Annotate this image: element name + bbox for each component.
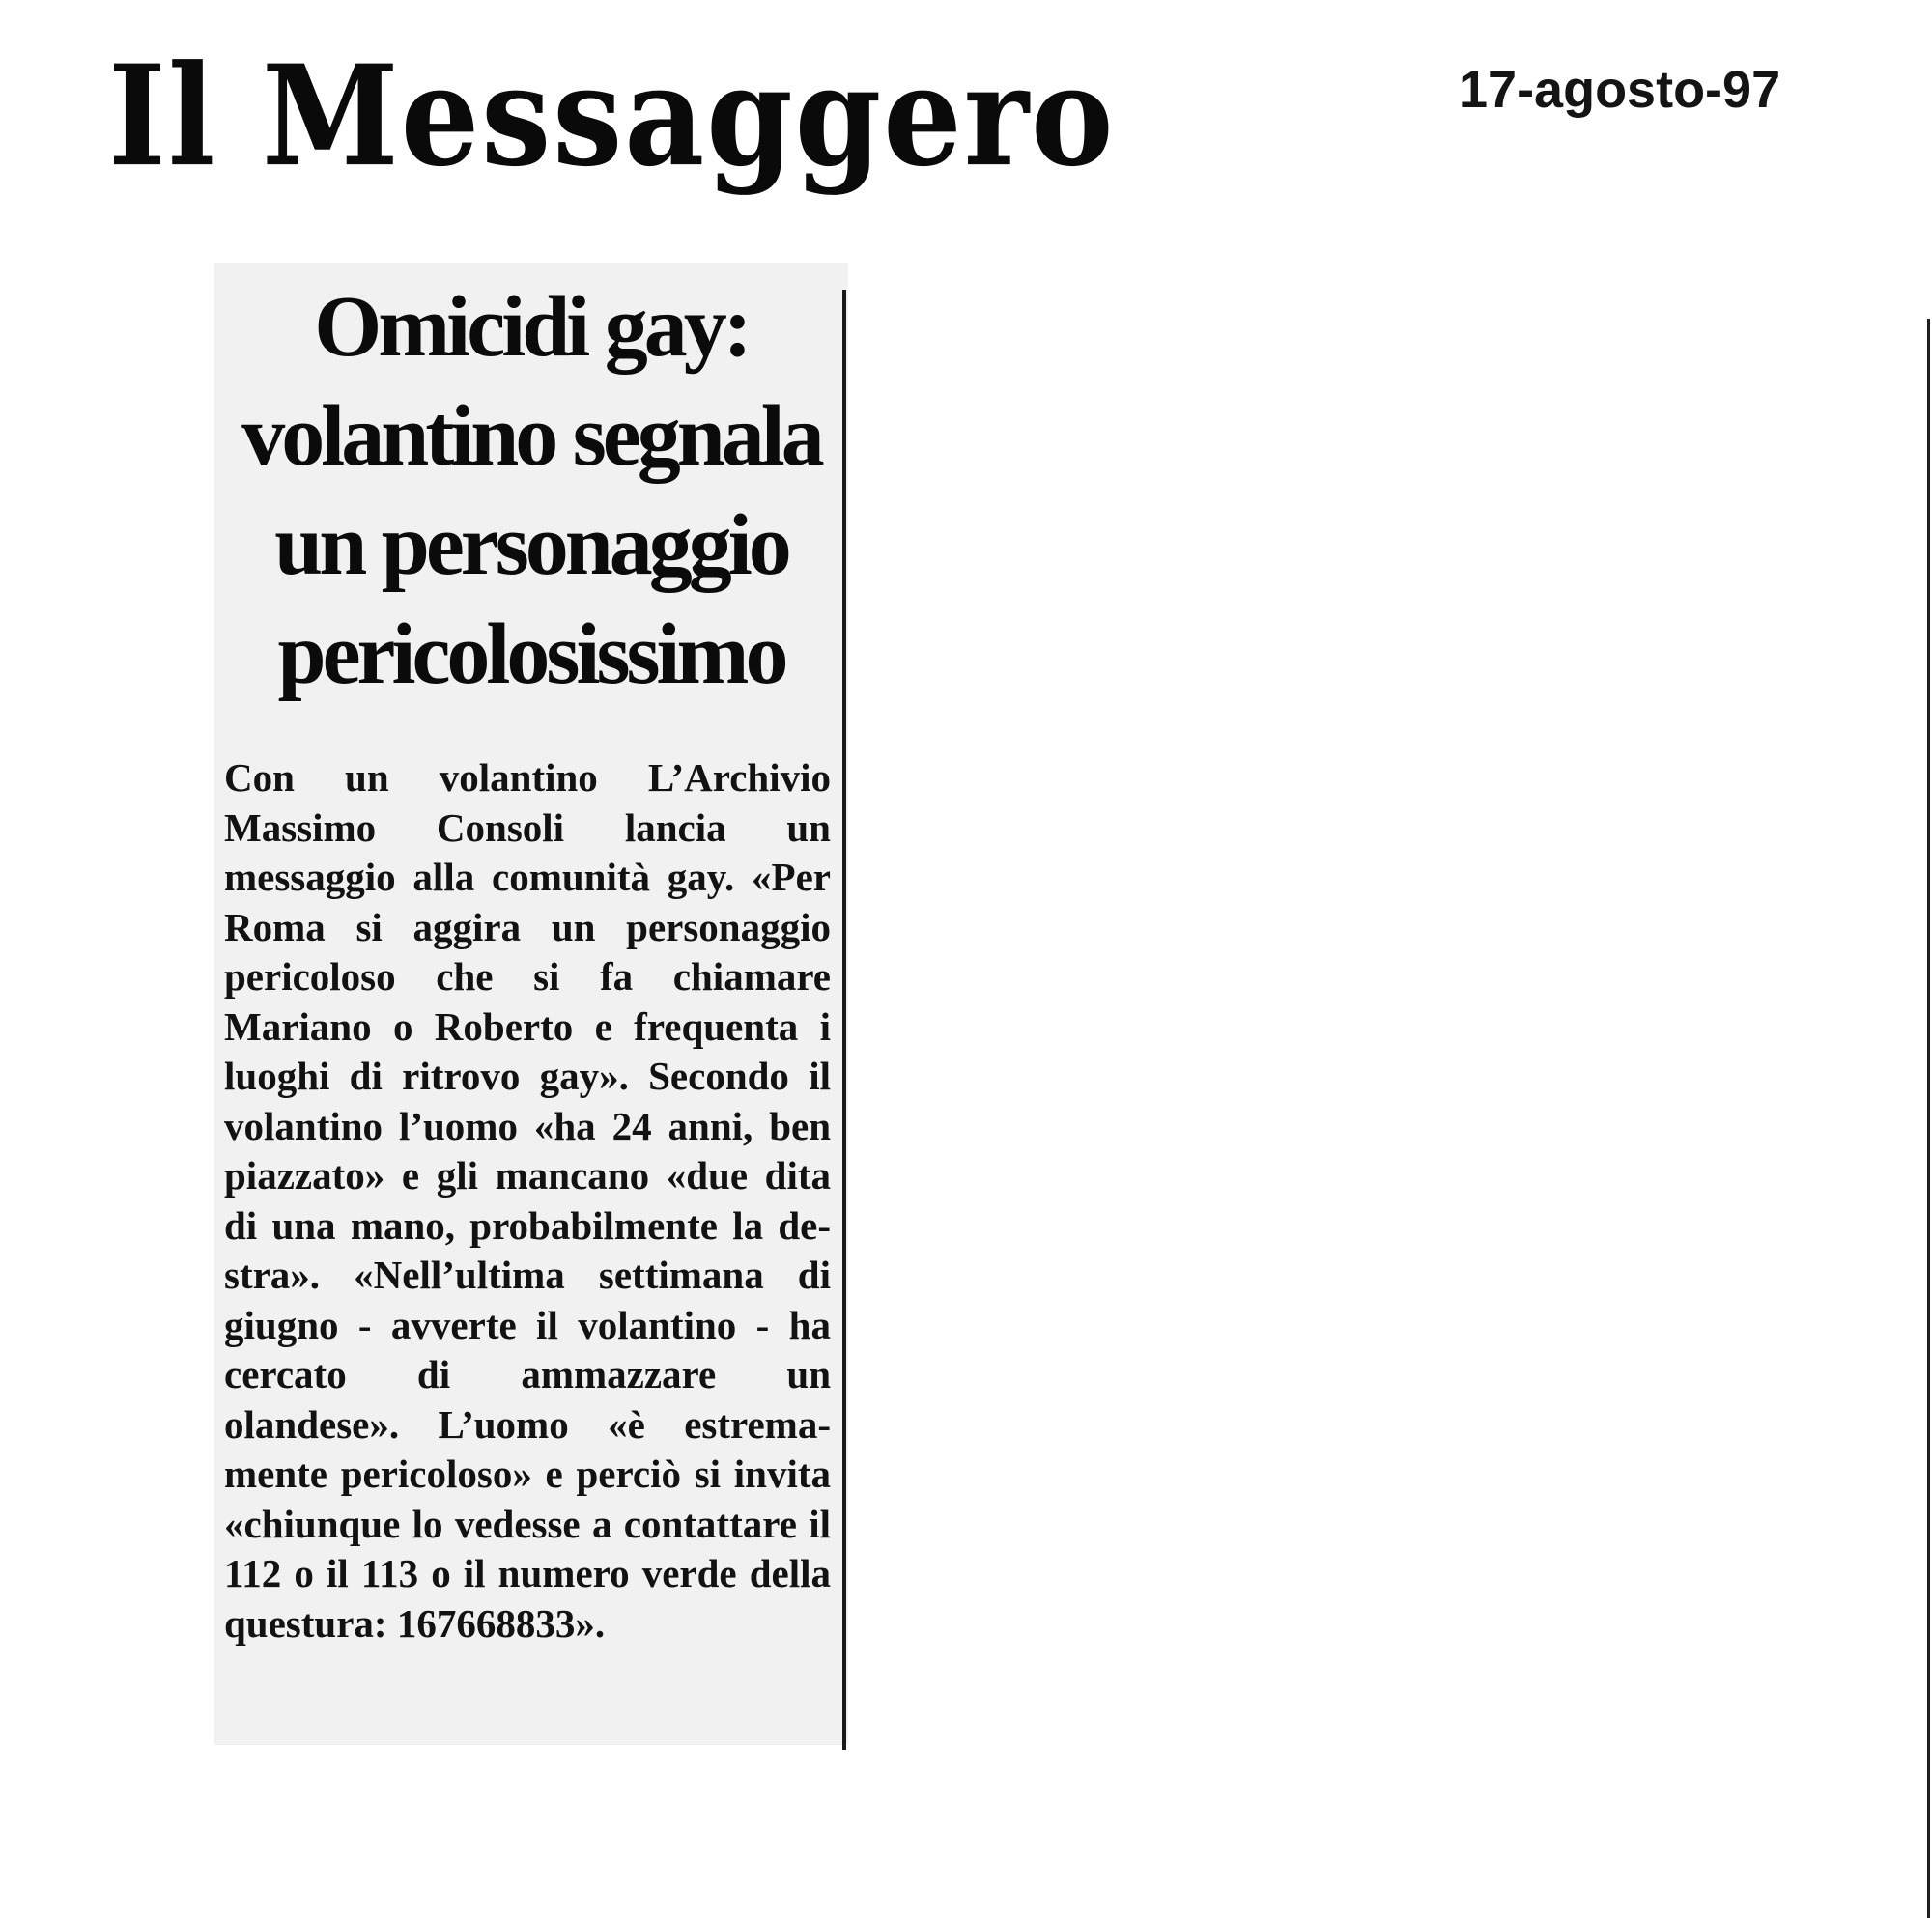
- column-rule: [842, 290, 846, 1750]
- article-headline: Omicidi gay: volantino segnala un personaggio pericolosissimo: [242, 279, 821, 702]
- article-clipping: [214, 263, 848, 1745]
- newspaper-masthead: Il Messaggero: [108, 35, 1116, 198]
- article-body: Con un volantino L’Archivio Massimo Consoli lancia un messaggio alla comunità gay. «Per Roma si aggira un personaggio pericoloso che si fa chiamare Mariano o Roberto e frequenta i luoghi di ritrovo gay». Secondo il volantino l’uomo «ha 24 anni, ben piazzato» e gli mancano «due dita di una mano, probabilmente la destra». «Nell’ultima settimana di giugno - avverte il volantino - ha cercato di ammazzare un olandese». L’uomo «è estremamente pericoloso» e perciò si invita «chiunque lo vedesse a contattare il 112 o il 113 o il numero verde della questura: 167668833».: [224, 755, 831, 1646]
- clipping-date: 17-agosto-97: [1459, 61, 1781, 119]
- page-edge-line: [1927, 319, 1930, 1918]
